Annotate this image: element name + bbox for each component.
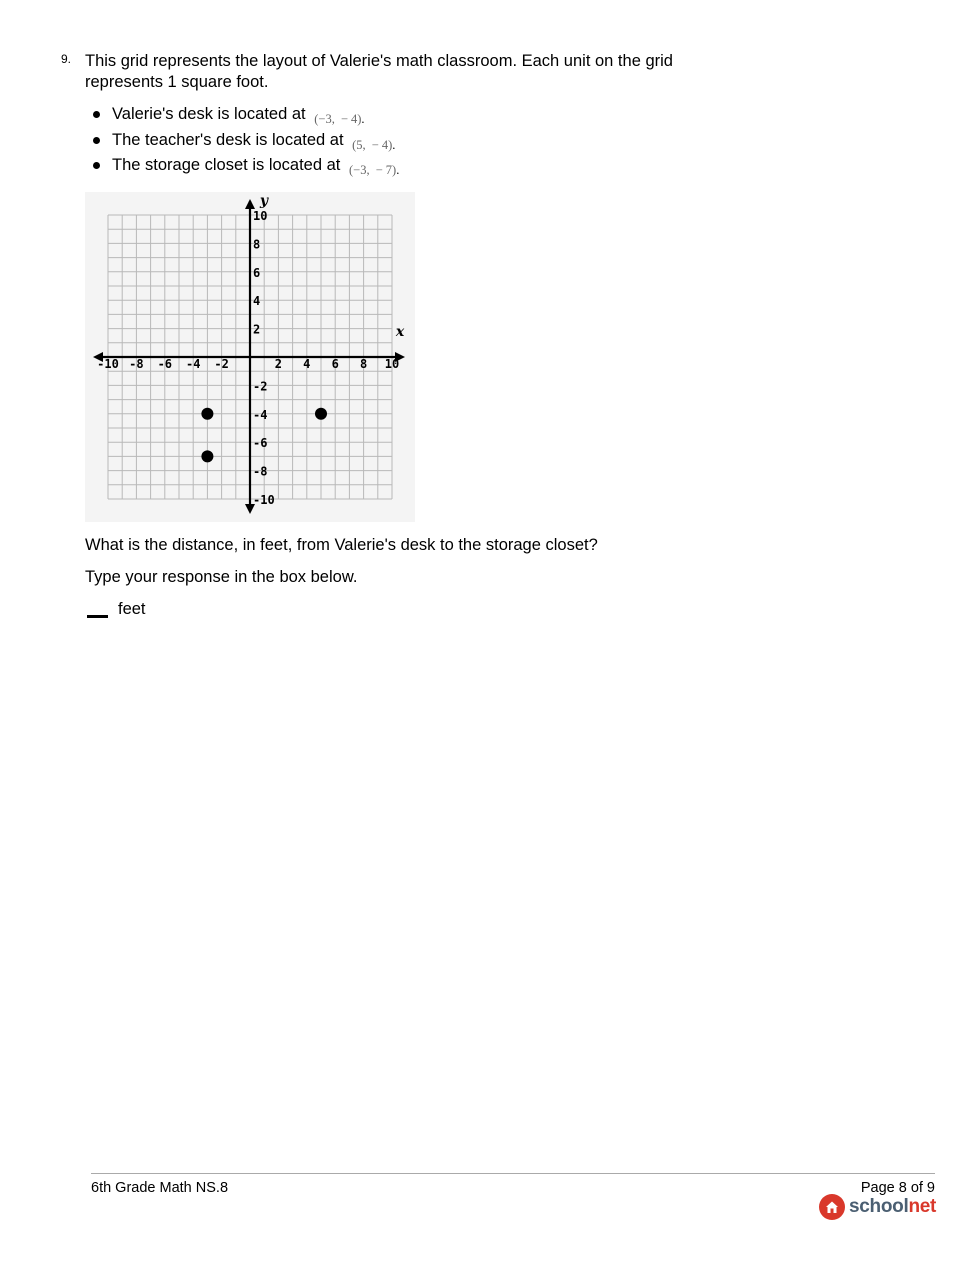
footer-divider bbox=[91, 1173, 935, 1174]
y-axis-label: y bbox=[259, 193, 269, 209]
question-number: 9. bbox=[61, 52, 72, 66]
y-tick-label: 8 bbox=[253, 237, 261, 252]
location-text: Valerie's desk is located at bbox=[112, 105, 306, 123]
coordinate: (5, − 4). bbox=[352, 137, 396, 152]
coordinate-grid bbox=[85, 192, 415, 522]
house-icon bbox=[819, 1194, 845, 1220]
logo-text-net: net bbox=[908, 1196, 937, 1217]
x-tick-label: 6 bbox=[331, 357, 339, 371]
location-item bbox=[85, 154, 399, 180]
y-tick-label: -8 bbox=[253, 464, 268, 479]
y-tick-label: -10 bbox=[253, 493, 275, 507]
location-list bbox=[85, 103, 399, 180]
x-tick-label: -4 bbox=[185, 357, 201, 371]
data-point bbox=[201, 408, 213, 420]
schoolnet-logo bbox=[819, 1194, 936, 1220]
y-tick-label: 10 bbox=[253, 209, 268, 223]
question-prompt: What is the distance, in feet, from Valerie's desk to the storage closet? bbox=[85, 536, 598, 554]
x-tick-label: 4 bbox=[303, 357, 311, 371]
data-point bbox=[201, 450, 213, 462]
x-tick-label: 2 bbox=[274, 357, 283, 371]
question-stem: This grid represents the layout of Valerie's math classroom. Each unit on the grid represents 1 square foot. bbox=[85, 52, 673, 91]
coordinate: (−3, − 7). bbox=[348, 163, 400, 177]
x-tick-label: -10 bbox=[97, 357, 119, 371]
footer-course: 6th Grade Math NS.8 bbox=[91, 1180, 229, 1196]
answer-row bbox=[85, 600, 146, 619]
x-tick-label: 8 bbox=[359, 357, 368, 371]
coordinate: (−3, − 4). bbox=[314, 112, 365, 126]
y-tick-label: 6 bbox=[253, 265, 261, 280]
logo-text-school: school bbox=[849, 1196, 909, 1217]
y-tick-label: -4 bbox=[253, 407, 268, 422]
location-text: The storage closet is located at bbox=[112, 156, 341, 174]
x-axis-label: x bbox=[395, 324, 405, 340]
y-tick-label: 2 bbox=[253, 322, 261, 337]
y-tick-label: -2 bbox=[253, 379, 268, 394]
x-tick-label: -8 bbox=[129, 357, 144, 371]
x-tick-label: -6 bbox=[157, 357, 173, 371]
data-point bbox=[315, 408, 327, 420]
response-instruction: Type your response in the box below. bbox=[85, 568, 358, 586]
unit-label: feet bbox=[118, 600, 146, 618]
answer-input[interactable] bbox=[87, 615, 108, 618]
location-item bbox=[85, 103, 399, 129]
page-number: Page 8 of 9 bbox=[860, 1180, 935, 1196]
x-tick-label: 10 bbox=[384, 357, 400, 371]
location-item bbox=[85, 129, 399, 155]
y-tick-label: -6 bbox=[253, 436, 268, 451]
location-text: The teacher's desk is located at bbox=[112, 130, 344, 149]
y-tick-label: 4 bbox=[253, 294, 261, 309]
x-tick-label: -2 bbox=[214, 357, 229, 371]
